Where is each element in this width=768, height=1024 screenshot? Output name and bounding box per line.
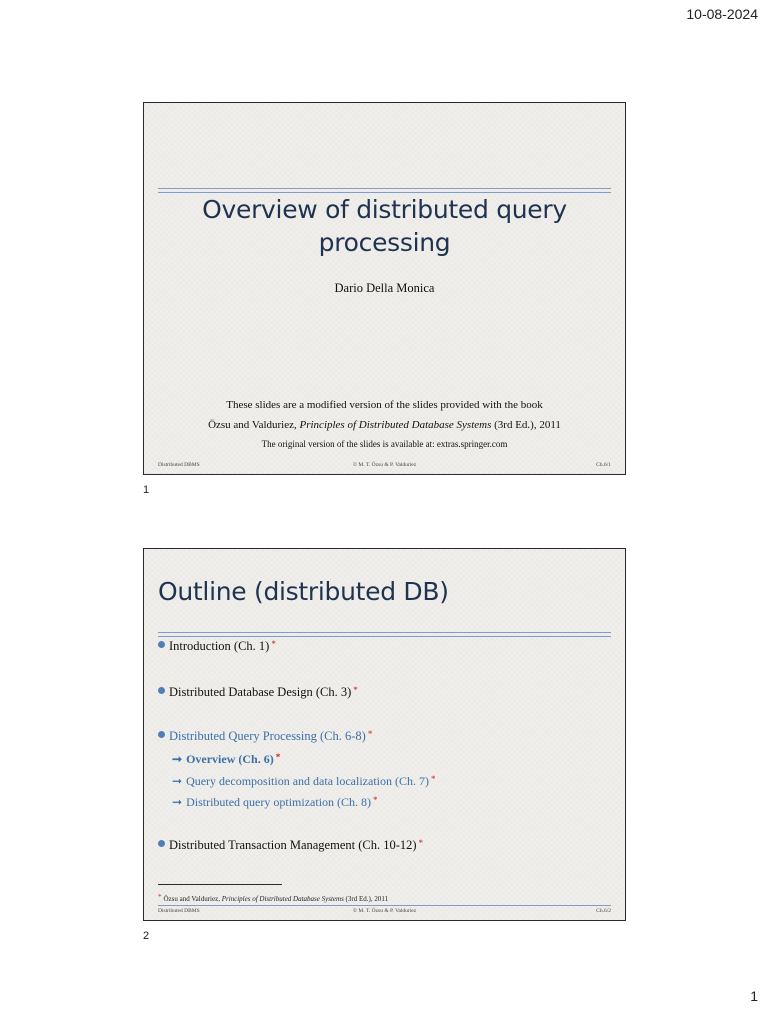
footnote-marker: * bbox=[158, 893, 162, 901]
arrow-icon: ➞ bbox=[172, 752, 183, 766]
footer-slide-number: Ch.6/1 bbox=[596, 462, 611, 468]
footnote-marker: * bbox=[271, 639, 276, 649]
footnote-edition: (3rd Ed.), 2011 bbox=[343, 895, 389, 903]
footnote-marker: * bbox=[353, 685, 358, 695]
slide-footer bbox=[158, 462, 611, 472]
footer-copyright: © M. T. Özsu & P. Valduriez bbox=[352, 462, 417, 468]
slide-title: Overview of distributed query processing bbox=[202, 195, 567, 257]
slide-2 bbox=[143, 548, 626, 921]
bullet-icon bbox=[158, 687, 165, 694]
outline-item-label: Distributed Transaction Management (Ch. 10-12) bbox=[169, 838, 417, 852]
footer-course: Distributed DBMS bbox=[158, 908, 200, 914]
footer-copyright: © M. T. Özsu & P. Valduriez bbox=[352, 908, 417, 914]
outline-item-label: Distributed Query Processing (Ch. 6-8) bbox=[169, 729, 366, 743]
footnote-marker: * bbox=[431, 774, 436, 784]
footnote-book-title: Principles of Distributed Database Systems bbox=[221, 895, 344, 903]
bullet-icon bbox=[158, 641, 165, 648]
source-note: These slides are a modified version of the slides provided with the book bbox=[226, 399, 543, 411]
outline-subitem bbox=[172, 774, 436, 789]
citation-edition: (3rd Ed.), 2011 bbox=[491, 419, 561, 431]
bullet-icon bbox=[158, 731, 165, 738]
outline-item bbox=[158, 729, 372, 744]
footnote-authors: Özsu and Valduriez, bbox=[163, 895, 222, 903]
book-citation bbox=[144, 419, 625, 431]
slide-footer bbox=[158, 908, 611, 918]
citation-book-title: Principles of Distributed Database Systems bbox=[299, 419, 492, 431]
outline-item bbox=[158, 685, 358, 700]
footer-slide-number: Ch.6/2 bbox=[596, 908, 611, 914]
citation-authors: Özsu and Valduriez, bbox=[208, 419, 300, 431]
outline-item-label: Distributed Database Design (Ch. 3) bbox=[169, 685, 352, 699]
outline-item bbox=[158, 639, 276, 654]
outline-subitem bbox=[172, 752, 280, 767]
slide-title: Outline (distributed DB) bbox=[158, 577, 449, 606]
slide-index: 1 bbox=[143, 484, 150, 496]
page-date: 10-08-2024 bbox=[686, 6, 758, 22]
footnote bbox=[158, 893, 388, 903]
arrow-icon: ➞ bbox=[172, 795, 183, 809]
footnote-divider bbox=[158, 884, 282, 885]
slide-author: Dario Della Monica bbox=[334, 281, 435, 295]
arrow-icon: ➞ bbox=[172, 774, 183, 788]
slide-1 bbox=[143, 102, 626, 475]
footnote-marker: * bbox=[275, 752, 281, 762]
page-number: 1 bbox=[750, 988, 758, 1004]
outline-item-label: Introduction (Ch. 1) bbox=[169, 639, 270, 653]
footnote-marker: * bbox=[373, 795, 378, 805]
footnote-marker: * bbox=[367, 729, 373, 739]
original-source-note: The original version of the slides is available at: extras.springer.com bbox=[261, 439, 508, 449]
footer-course: Distributed DBMS bbox=[158, 462, 200, 468]
outline-subitem bbox=[172, 795, 378, 810]
title-rule bbox=[158, 632, 611, 637]
outline-item bbox=[158, 838, 423, 853]
outline-subitem-label: Query decomposition and data localization (Ch. 7) bbox=[186, 774, 429, 788]
footnote-marker: * bbox=[418, 838, 424, 848]
outline-subitem-label: Overview (Ch. 6) bbox=[186, 752, 274, 766]
outline-subitem-label: Distributed query optimization (Ch. 8) bbox=[186, 795, 372, 809]
slide-index: 2 bbox=[143, 930, 150, 942]
bullet-icon bbox=[158, 840, 165, 847]
